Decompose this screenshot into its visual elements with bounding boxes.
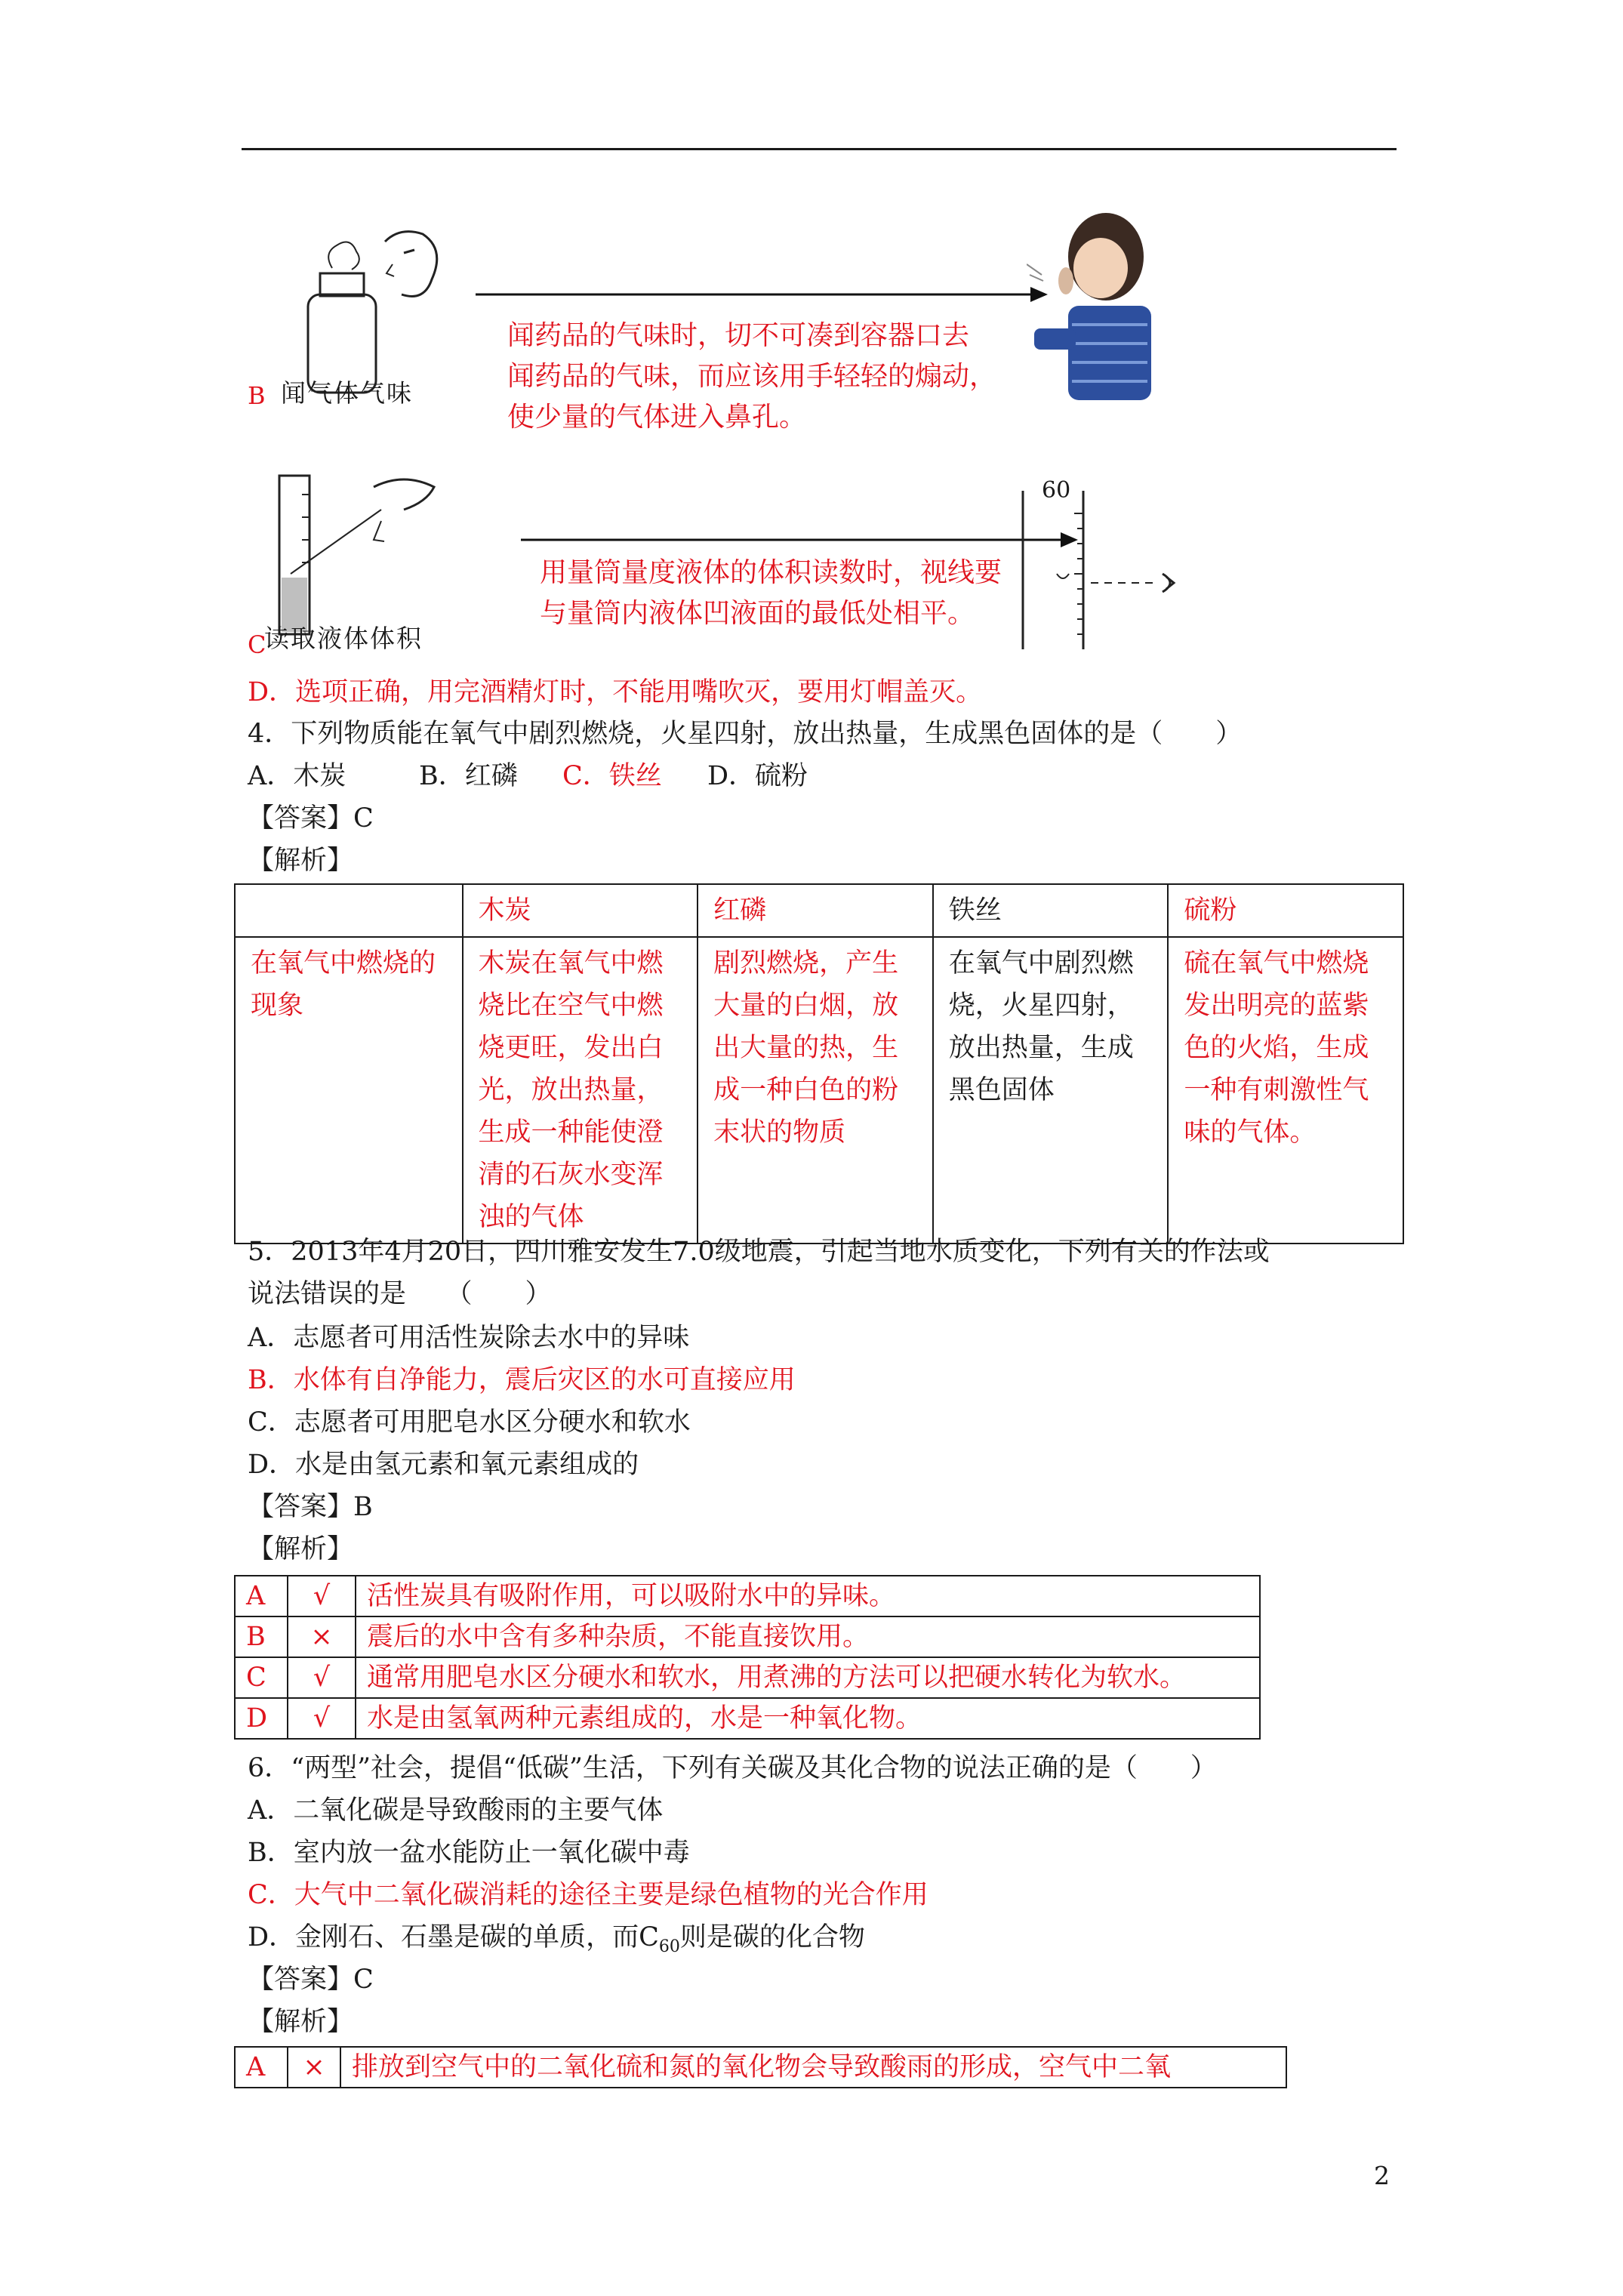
person-fanning-illustration xyxy=(1027,204,1163,400)
q5-option-c: C．志愿者可用肥皂水区分硬水和软水 xyxy=(248,1407,691,1438)
arrow-icon xyxy=(476,283,1049,306)
figure-c-option-letter: C xyxy=(248,630,266,659)
q4-option-b: B．红磷 xyxy=(419,761,518,791)
table-row xyxy=(235,2047,1286,2088)
q5-option-b: B．水体有自净能力，震后灾区的水可直接应用 xyxy=(248,1365,796,1395)
table-cell: 活性炭具有吸附作用，可以吸附水中的异味。 xyxy=(356,1576,1260,1616)
table-cell: 通常用肥皂水区分硬水和软水，用煮沸的方法可以把硬水转化为软水。 xyxy=(356,1657,1260,1698)
q4-analysis: 【解析】 xyxy=(248,846,354,876)
q5-question-line-2: 说法错误的是 （ ） xyxy=(248,1279,552,1309)
table-header: 铁丝 xyxy=(933,884,1169,937)
page-number: 2 xyxy=(1374,2161,1390,2190)
q5-analysis-table xyxy=(234,1575,1261,1740)
table-cell: 排放到空气中的二氧化硫和氮的氧化物会导致酸雨的形成，空气中二氧 xyxy=(340,2047,1286,2088)
table-cell: √ xyxy=(288,1657,356,1698)
scale-label: 60 xyxy=(1042,477,1071,504)
figure-b-option-letter: B xyxy=(248,381,266,410)
table-row xyxy=(235,884,1403,937)
table-cell: × xyxy=(288,1616,356,1657)
figure-c-note-line-1: 用量筒量度液体的体积读数时，视线要 xyxy=(540,557,1002,588)
q5-option-d: D．水是由氢元素和氧元素组成的 xyxy=(248,1450,639,1480)
table-row xyxy=(235,1576,1260,1616)
q4-option-a: A．木炭 xyxy=(248,761,346,791)
figure-b-caption: 闻气体气味 xyxy=(281,378,413,408)
figure-c-note-line-2: 与量筒内液体凹液面的最低处相平。 xyxy=(540,598,975,629)
q4-answer: 【答案】C xyxy=(248,803,374,834)
table-cell: 水是由氢氧两种元素组成的，水是一种氧化物。 xyxy=(356,1698,1260,1739)
table-row xyxy=(235,1616,1260,1657)
table-cell: 在氧气中剧烈燃烧，火星四射，放出热量，生成黑色固体 xyxy=(933,937,1169,1244)
q6-question: 6．“两型”社会，提倡“低碳”生活，下列有关碳及其化合物的说法正确的是（ ） xyxy=(248,1753,1217,1783)
table-cell: √ xyxy=(288,1698,356,1739)
table-row xyxy=(235,1698,1260,1739)
table-cell: C xyxy=(235,1657,288,1698)
figure-b-note-line-2: 闻药品的气味，而应该用手轻轻的煽动， xyxy=(507,361,997,392)
header-rule xyxy=(242,148,1397,150)
table-header: 红磷 xyxy=(698,884,933,937)
q6-option-d-subscript: 60 xyxy=(658,1937,680,1956)
q6-option-c: C．大气中二氧化碳消耗的途径主要是绿色植物的光合作用 xyxy=(248,1880,929,1910)
q4-option-c: C．铁丝 xyxy=(562,761,662,791)
table-cell: 硫在氧气中燃烧发出明亮的蓝紫色的火焰，生成一种有刺激性气味的气体。 xyxy=(1168,937,1403,1244)
figure-c-caption: 读取液体体积 xyxy=(264,624,423,653)
table-cell xyxy=(235,884,463,937)
q5-answer: 【答案】B xyxy=(248,1492,373,1522)
table-row xyxy=(235,1657,1260,1698)
figure-b-note-line-1: 闻药品的气味时，切不可凑到容器口去 xyxy=(507,320,970,351)
q6-analysis-table xyxy=(234,2046,1287,2088)
table-cell: √ xyxy=(288,1576,356,1616)
table-cell: 木炭在氧气中燃烧比在空气中燃烧更旺，发出白光，放出热量，生成一种能使澄清的石灰水变浑浊的气体 xyxy=(463,937,698,1244)
q6-option-d-suffix: 则是碳的化合物 xyxy=(679,1922,865,1952)
table-header: 硫粉 xyxy=(1168,884,1403,937)
q6-option-d-prefix: D．金刚石、石墨是碳的单质，而C xyxy=(248,1922,659,1952)
q6-option-d xyxy=(248,1921,865,1964)
table-cell: 震后的水中含有多种杂质，不能直接饮用。 xyxy=(356,1616,1260,1657)
table-header: 木炭 xyxy=(463,884,698,937)
table-row-label: 在氧气中燃烧的现象 xyxy=(235,937,463,1244)
q6-analysis: 【解析】 xyxy=(248,2007,354,2037)
table-cell: B xyxy=(235,1616,288,1657)
table-row xyxy=(235,937,1403,1244)
q4-comparison-table xyxy=(234,883,1404,1244)
table-cell: A xyxy=(235,2047,288,2088)
q6-option-b: B．室内放一盆水能防止一氧化碳中毒 xyxy=(248,1838,690,1868)
table-cell: A xyxy=(235,1576,288,1616)
q5-analysis: 【解析】 xyxy=(248,1534,354,1564)
q5-question-line-1: 5．2013年4月20日，四川雅安发生7.0级地震，引起当地水质变化，下列有关的作法或 xyxy=(248,1237,1270,1267)
table-cell: 剧烈燃烧，产生大量的白烟，放出大量的热，生成一种白色的粉末状的物质 xyxy=(698,937,933,1244)
option-d-explanation: D．选项正确，用完酒精灯时，不能用嘴吹灭，要用灯帽盖灭。 xyxy=(248,677,983,707)
q6-option-a: A．二氧化碳是导致酸雨的主要气体 xyxy=(248,1795,664,1826)
figure-b-note-line-3: 使少量的气体进入鼻孔。 xyxy=(507,402,807,433)
table-cell: D xyxy=(235,1698,288,1739)
arrow-icon xyxy=(521,529,1079,551)
q4-question: 4．下列物质能在氧气中剧烈燃烧，火星四射，放出热量，生成黑色固体的是（ ） xyxy=(248,719,1243,749)
q6-answer: 【答案】C xyxy=(248,1965,374,1995)
q4-option-d: D．硫粉 xyxy=(707,761,808,791)
table-cell: × xyxy=(288,2047,340,2088)
q5-option-a: A．志愿者可用活性炭除去水中的异味 xyxy=(248,1323,690,1353)
